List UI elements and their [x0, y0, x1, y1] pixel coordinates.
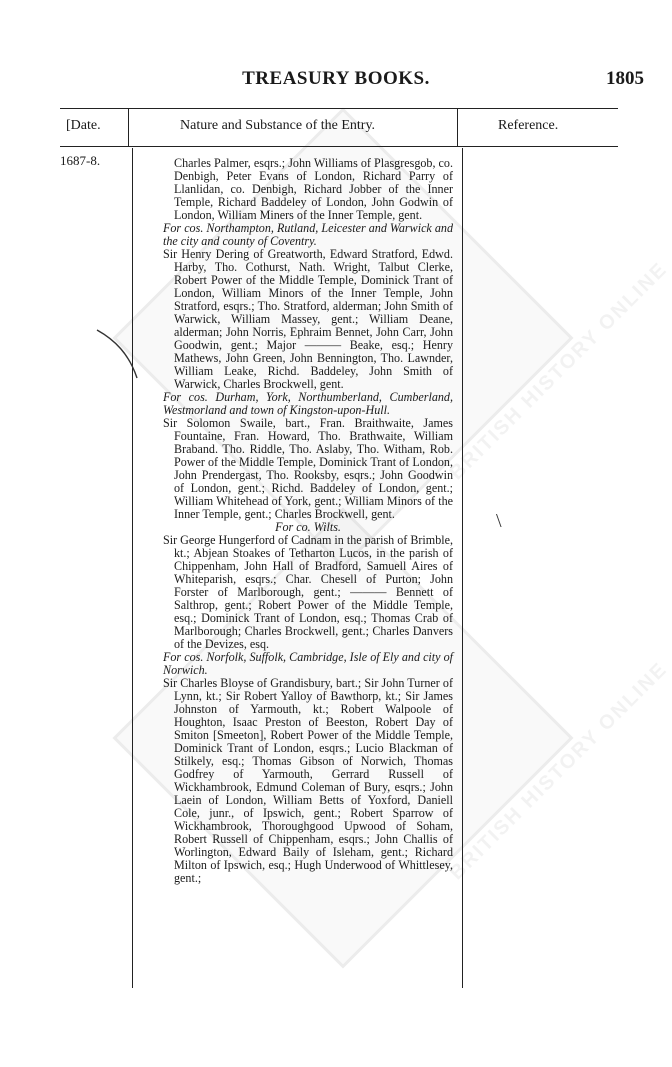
list-item: Sir Solomon Swaile, bart., Fran. Braithwaite, James Fountaine, Fran. Howard, Tho. Brathwaite, William Braband. Tho. Riddle, Tho. Aslaby, Tho. Witham, Rob. Power of the Middle Temple, Dominick Trant of London, John Prendergast, Tho. Rooksby, esqrs.; John Goodwin of London, gent.; Richd. Baddeley of London, gent.; William Whitehead of York, gent.; William Minors of the Inner Temple, gent.; Charles Brockwell, gent. — [163, 416, 453, 521]
county-heading: For cos. Norfolk, Suffolk, Cambridge, Isle of Ely and city of Norwich. — [163, 650, 453, 677]
page-number: 1805 — [606, 68, 644, 89]
column-divider — [462, 148, 463, 988]
column-divider — [132, 148, 133, 988]
column-header-date: [Date. — [66, 118, 101, 133]
county-heading: For co. Wilts. — [275, 520, 341, 534]
page-title: TREASURY BOOKS. — [242, 68, 430, 89]
margin-mark-icon — [95, 320, 145, 380]
list-item: Charles Palmer, esqrs.; John Williams of Plasgresgob, co. Denbigh, Peter Evans of London, Richard Parry of Llanlidan, co. Denbigh, Richard Jobber of the Inner Temple, Richard Baddeley of London, John Godwin of London, William Miners of the Inner Temple, gent. — [174, 156, 453, 222]
column-divider — [457, 108, 458, 146]
entry-date: 1687-8. — [60, 153, 101, 168]
list-item: Sir Henry Dering of Greatworth, Edward Stratford, Edwd. Harby, Tho. Cothurst, Nath. Wright, Talbut Clerke, Robert Power of the Middle Temple, Dominick Trant of London, William Minors of the Inner Temple, John Stratford, esqrs.; Tho. Stratford, alderman; John Smith of Warwick, William Massey, gent.; William Deane, alderman; John Norris, Ephraim Bennet, John Carr, John Goodwin, gent.; Major ——— Beake, esq.; Henry Mathews, John Green, John Bennington, Tho. Lawnder, William Leake, Richd. Baddeley, John Smith of Warwick, Charles Brockwell, gent. — [163, 247, 453, 391]
list-item: Sir George Hungerford of Cadnam in the parish of Brimble, kt.; Abjean Stoakes of Tetharton Lucos, in the parish of Chippenham, John Hall of Bradford, Samuell Aires of Whiteparish, esqrs.; Char. Chesell of Purton; John Forster of Marlborough, gent.; ——— Bennett of Salthrop, gent.; Robert Power of the Middle Temple, esq.; Dominick Trant of London, esq.; Thomas Crab of Marlborough; Charles Brockwell, gent.; Charles Danvers of the Devizes, esq. — [163, 533, 453, 651]
entry-text — [163, 157, 453, 885]
list-item: Sir Charles Bloyse of Grandisbury, bart.; Sir John Turner of Lynn, kt.; Sir Robert Yalloy of Bawthorp, kt.; Sir James Johnston of Yarmouth, kt.; Robert Walpoole of Houghton, Isaac Preston of Beeston, Robert Day of Smiton [Smeeton], Robert Power of the Middle Temple, Dominick Trant of London, esqrs.; Lucio Blackman of Stilkely, esq.; Thomas Gibson of Norwich, Thomas Godfrey of Yarmouth, Gerrard Russell of Wickhambrook, Edmund Coleman of Bury, esqrs.; John Laein of London, William Betts of Yoxford, Daniell Cole, junr., of Ipswich, gent.; Robert Sparrow of Wickhambrook, Thoroughgood Upwood of Soham, Robert Russell of Chippenham, esqrs.; John Challis of Worlington, Edward Baily of Isleham, gent.; Richard Milton of Ipswich, esq.; Hugh Underwood of Whittlesey, gent.; — [163, 676, 453, 885]
column-header-nature: Nature and Substance of the Entry. — [180, 118, 376, 133]
watermark-text-top: BRITISH HISTORY ONLINE — [445, 257, 672, 485]
column-header-reference: Reference. — [498, 118, 559, 133]
column-divider — [128, 108, 129, 146]
county-heading: For cos. Northampton, Rutland, Leicester and Warwick and the city and county of Coventry. — [163, 221, 453, 248]
watermark-text-bottom: BRITISH HISTORY ONLINE — [445, 657, 672, 885]
table-top-rule — [60, 108, 618, 109]
county-heading: For cos. Durham, York, Northumberland, Cumberland, Westmorland and town of Kingston-upon-Hull. — [163, 390, 453, 417]
header-bottom-rule — [60, 146, 618, 147]
margin-tick-icon: \ — [496, 510, 502, 532]
